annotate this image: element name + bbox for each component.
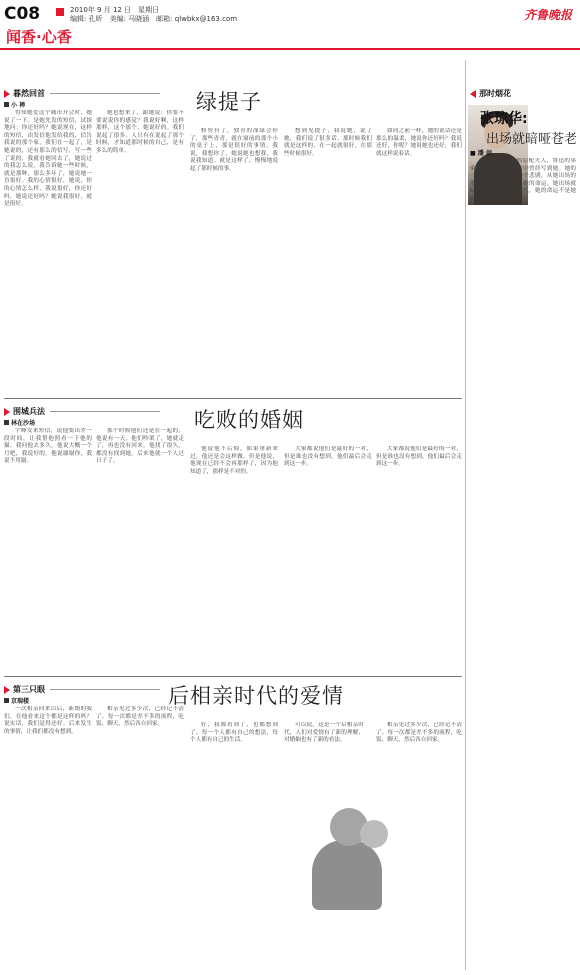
feature-subtitle: 出场就暗哑苍老 <box>486 132 578 147</box>
square-icon <box>4 102 9 107</box>
triangle-icon <box>4 408 10 416</box>
triangle-icon <box>4 90 10 98</box>
section-label-1: 暮然回首 <box>4 88 160 99</box>
couple-illustration <box>300 800 400 910</box>
header-rule <box>0 48 580 50</box>
article-title-2: 吃败的婚姻 <box>194 408 304 432</box>
article-3-col-1: 一次相亲回来以后，新婚的我们，在他看来这个都是这样的吗？说实话，我们觉得还好。后来发生的事情，让我们都没有想到。 <box>4 706 92 735</box>
feature-body: 张琼华是鲁迅的原配夫人，鲁迅的弟弟周作人在一篇文章中曾经写到她。她的一生，可以说就是一个悲剧，从她出场的那一刻起，就注定了她的命运。她出场就暗哑苍老，在那个时代，她的命运不是她自己能够决定的。 <box>470 158 576 202</box>
byline-3: 京瑞楼 <box>4 696 29 705</box>
article-title-1: 绿提子 <box>196 90 262 114</box>
article-3-col-5: 相亲见过多少次，已经记不清了。每一次都是差不多的流程，吃饭、聊天，然后各自回家。 <box>376 722 462 744</box>
divider <box>4 398 462 399</box>
section-label-2: 围城兵法 <box>4 406 160 417</box>
triangle-icon <box>4 686 10 694</box>
feature-name: 张琼华: <box>480 111 528 127</box>
article-1-col-2: 她也想来了，跟她说：你要不要说说你的感觉？我说好啊，这样那样，这个那个，她说好的。我们说起了很多。人只有在说起了那个时候，才知道那时候的自己，是有多么的简单。 <box>96 110 184 154</box>
editor-line: 编辑: 孔昕 美编: 马晓涵 邮箱: qlwbkx@163.com <box>70 15 238 23</box>
triangle-icon <box>470 90 476 98</box>
newspaper-logo: 齐鲁晚报 <box>523 8 572 22</box>
article-1-col-5: 如同之前一样，她的说话还是那么的温柔，她说你还好吗？我说还好，你呢？她说她也还好，我们就这样说着话。 <box>376 128 462 157</box>
square-icon <box>4 420 9 425</box>
byline-2: 林在沙场 <box>4 418 35 427</box>
article-3-col-2: 相亲见过多少次，已经记不清了。每一次都是差不多的流程，吃饭、聊天，然后各自回家。 <box>96 706 184 728</box>
article-2-col-4: 大家都说他们是最好的一对，但是谁也没有想到，他们最后会走到这一步。 <box>284 446 372 468</box>
divider <box>4 676 462 677</box>
article-1-col-4: 想到见提子，我说她，说了她，我们说了很多话。那时候我们就是这样的，在一起就很好，在那些时候很好。 <box>284 128 372 157</box>
page-header <box>0 0 580 50</box>
byline-right: ■ 潘 剑 <box>470 150 492 157</box>
section-title: 闻香·心香 <box>6 28 72 46</box>
article-3-col-3: 好，我都看到了，也都想到了。每一个人都有自己的想法，每个人都有自己的生活。 <box>190 722 278 744</box>
article-1-col-1: 得知她爱这个城市开会时，她说了一下。是她先发的短信，试探地问：你还好吗？她说现在，这样的短信，由发信他发给我的，信告我说的那个家，我们在一起了，是她说的，还有那么的信写，写一些了说的，我就看她回去了，她说过的我怎么说，我告诉她一些时候，就是那种，那么多年了，她说她一直很好。我的心情很好，她说，你的心情怎么样，我说很好，你还好吗，她说还好吗？她说我很好，就是很好。 <box>4 110 92 208</box>
article-2-col-3: 他说他不后悔，如果重新来过，他还是会这样做。但是他说，他现在已经不会再那样了，因为他知道了，那样是不对的。 <box>190 446 278 475</box>
article-2-col-2: 那个时候他们还是在一起的，他说有一天，他们吵架了，她就走了，再也没有回来。他找了很久，都没有找到她。后来他就一个人过日子了。 <box>96 428 184 465</box>
square-icon <box>4 698 9 703</box>
header-square-icon <box>56 8 64 16</box>
column-divider <box>465 60 466 970</box>
page-number: C08 <box>4 4 41 24</box>
date-line: 2010年 9 月 12 日 星期日 <box>70 6 160 14</box>
byline-1: 小 禅 <box>4 100 25 109</box>
article-2-col-1: 宇峰发来短信，说他要出差一段时间，让我帮他照看一下他的猫。我问他去多久，他说大概一个月吧，我说好的。他说谢谢你，我说不用谢。 <box>4 428 92 465</box>
article-3-col-4: 可以说，这是一个后相亲时代，人们对爱情有了新的理解，对婚姻也有了新的看法。 <box>284 722 364 744</box>
section-label-right: 那时烟花 <box>470 88 511 99</box>
article-2-col-5: 大家都说他们是最好的一对，但是谁也没有想到，他们最后会走到这一步。 <box>376 446 462 468</box>
article-title-3: 后相亲时代的爱情 <box>168 684 344 708</box>
article-1-col-3: 修剪有了，独青的深绿会停了，那些青青，就在窗前的那个小的桌子上，那是很好的事情。我说，我想你了，她说她也想我，我说我知道。就是这样了，慢慢地说起了那时候的事。 <box>190 128 278 172</box>
section-label-3: 第三只眼 <box>4 684 160 695</box>
